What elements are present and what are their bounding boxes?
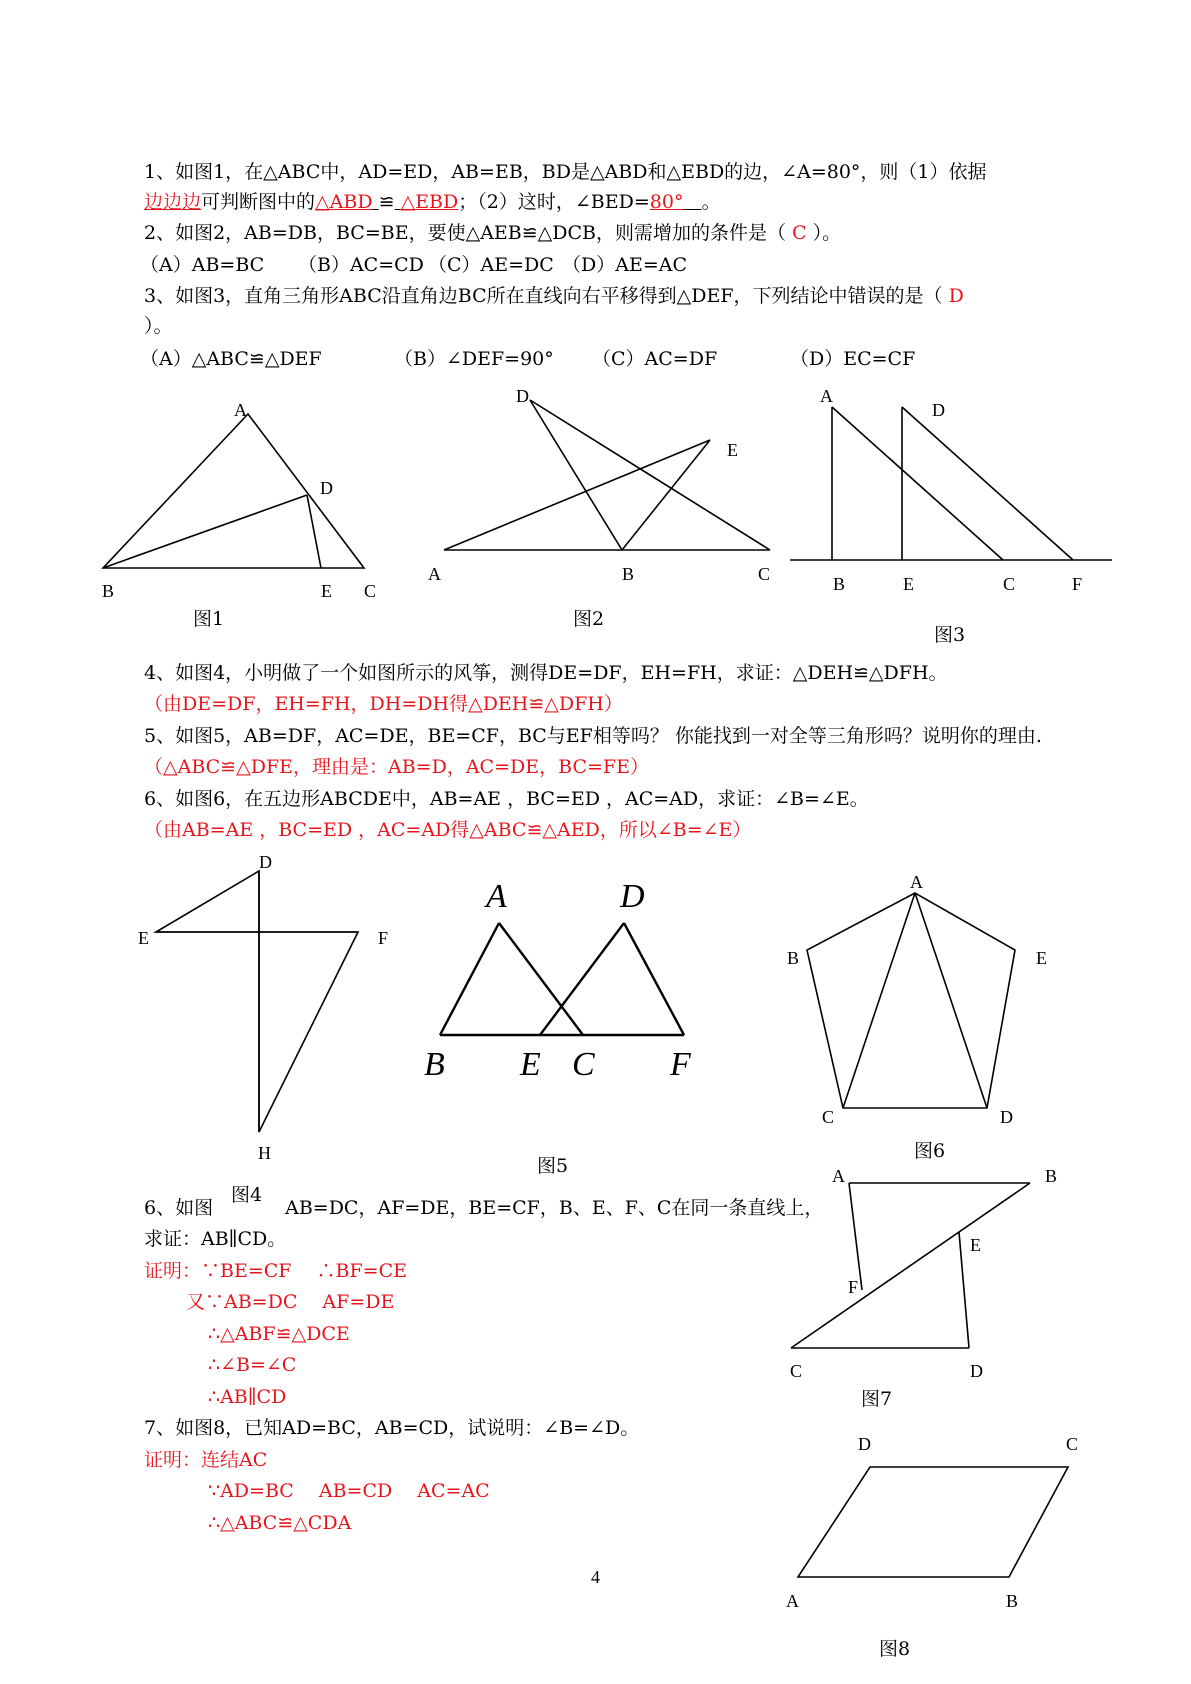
fig3-label-a: A bbox=[820, 386, 833, 406]
fig5-label-b: B bbox=[424, 1046, 445, 1083]
fig1-caption: 图1 bbox=[193, 608, 225, 630]
fig7-label-a: A bbox=[832, 1166, 845, 1186]
q1-line1: 1、如图1，在△ABC中，AD=ED，AB=EB，BD是△ABD和△EBD的边，∠A=80°，则（1）依据 bbox=[144, 161, 987, 183]
fig7-label-c: C bbox=[790, 1361, 803, 1381]
fig7-label-f: F bbox=[848, 1277, 859, 1297]
q1-mid1: 可判断图中的 bbox=[201, 191, 316, 213]
figure-4-lines bbox=[156, 871, 358, 1132]
q3-option-b: （B）∠DEF=90° bbox=[394, 348, 554, 370]
q3-answer: D bbox=[948, 285, 964, 307]
fig2-label-c: C bbox=[758, 564, 771, 584]
fig5-caption: 图5 bbox=[537, 1155, 569, 1177]
q1-answer-triangle2: △EBD bbox=[400, 191, 459, 213]
figure-8-lines bbox=[798, 1467, 1068, 1577]
figure-5-lines bbox=[440, 923, 684, 1035]
figure-6-lines bbox=[807, 893, 1015, 1108]
fig5-label-f: F bbox=[670, 1046, 691, 1083]
fig3-label-c: C bbox=[1003, 574, 1016, 594]
q6b-proof-3: ∴△ABF≌△DCE bbox=[208, 1323, 350, 1345]
fig2-label-a: A bbox=[428, 564, 441, 584]
fig4-label-f: F bbox=[378, 928, 389, 948]
fig6-label-e: E bbox=[1036, 948, 1047, 968]
fig3-caption: 图3 bbox=[934, 624, 966, 646]
q7-proof-1: 证明：连结AC bbox=[144, 1449, 268, 1471]
q7-proof-3: ∴△ABC≌△CDA bbox=[208, 1512, 352, 1534]
fig8-label-a: A bbox=[786, 1591, 799, 1611]
fig6-label-a: A bbox=[910, 872, 923, 892]
fig4-label-d: D bbox=[259, 852, 272, 872]
q1-answer-angle: 80° bbox=[649, 191, 684, 213]
fig6-label-c: C bbox=[822, 1107, 835, 1127]
q3-option-d: （D）EC=CF bbox=[790, 348, 916, 370]
q2-option-c: （C）AE=DC bbox=[428, 254, 554, 276]
q3-close: ）。 bbox=[144, 315, 173, 337]
q3-option-c: （C）AC=DF bbox=[592, 348, 718, 370]
page-number: 4 bbox=[591, 1567, 600, 1587]
fig5-label-d: D bbox=[620, 878, 645, 915]
fig1-label-d: D bbox=[320, 478, 333, 498]
fig5-label-a: A bbox=[486, 878, 507, 915]
fig8-label-c: C bbox=[1066, 1434, 1079, 1454]
q3-option-a: （A）△ABC≌△DEF bbox=[140, 348, 322, 370]
fig4-label-h: H bbox=[258, 1143, 271, 1163]
fig6-caption: 图6 bbox=[914, 1140, 946, 1162]
q2-answer: C bbox=[792, 222, 807, 244]
fig1-label-a: A bbox=[234, 400, 247, 420]
fig6-label-b: B bbox=[787, 948, 800, 968]
fig2-label-b: B bbox=[622, 564, 635, 584]
fig5-label-c: C bbox=[572, 1046, 595, 1083]
fig1-label-c: C bbox=[364, 581, 377, 601]
fig8-label-d: D bbox=[858, 1434, 871, 1454]
q1-mid2: ；（2）这时，∠BED= bbox=[458, 191, 650, 213]
q2-text: 2、如图2，AB=DB，BC=BE，要使△AEB≌△DCB，则需增加的条件是（ bbox=[144, 222, 787, 244]
q6b-proof-1: 证明：∵BE=CF ∴BF=CE bbox=[144, 1260, 407, 1282]
fig7-label-e: E bbox=[970, 1235, 981, 1255]
q2-option-d: （D）AE=AC bbox=[562, 254, 688, 276]
fig2-caption: 图2 bbox=[573, 608, 605, 630]
q7-proof-2: ∵AD=BC AB=CD AC=AC bbox=[208, 1480, 490, 1502]
q6b-proof-4: ∴∠B=∠C bbox=[208, 1354, 297, 1376]
q1-answer-triangle1: △ABD bbox=[315, 191, 373, 213]
fig4-caption: 图4 bbox=[231, 1184, 263, 1206]
fig1-label-e: E bbox=[321, 581, 332, 601]
q6-answer: （由AB=AE ，BC=ED ，AC=AD得△ABC≌△AED，所以∠B=∠E） bbox=[144, 819, 752, 841]
q5-text: 5、如图5，AB=DF，AC=DE，BE=CF，BC与EF相等吗？ 你能找到一对全等三角形吗？说明你的理由. bbox=[144, 725, 1042, 747]
q6b-prefix: 6、如图 bbox=[144, 1197, 214, 1219]
fig4-label-e: E bbox=[138, 928, 149, 948]
q6-text: 6、如图6，在五边形ABCDE中，AB=AE ，BC=ED ，AC=AD，求证：∠B=∠E。 bbox=[144, 788, 869, 810]
q7-text: 7、如图8，已知AD=BC，AB=CD，试说明：∠B=∠D。 bbox=[144, 1417, 640, 1439]
fig8-label-b: B bbox=[1006, 1591, 1019, 1611]
q5-answer: （△ABC≌△DFE，理由是：AB=D，AC=DE，BC=FE） bbox=[144, 756, 649, 778]
fig8-caption: 图8 bbox=[879, 1638, 911, 1660]
figure-3-lines bbox=[790, 407, 1112, 560]
fig3-label-d: D bbox=[932, 400, 945, 420]
fig7-caption: 图7 bbox=[861, 1388, 893, 1410]
q6b-proof-2: 又∵AB=DC AF=DE bbox=[186, 1291, 395, 1313]
fig3-label-b: B bbox=[833, 574, 846, 594]
fig2-label-e: E bbox=[727, 440, 738, 460]
q2-option-b: （B）AC=CD bbox=[298, 254, 424, 276]
fig3-label-f: F bbox=[1072, 574, 1083, 594]
q3-text: 3、如图3，直角三角形ABC沿直角边BC所在直线向右平移得到△DEF，下列结论中错误的是（ bbox=[144, 285, 943, 307]
q4-text: 4、如图4，小明做了一个如图所示的风筝，测得DE=DF，EH=FH，求证：△DEH≌△DFH。 bbox=[144, 662, 948, 684]
fig5-label-e: E bbox=[520, 1046, 541, 1083]
q4-answer: （由DE=DF，EH=FH，DH=DH得△DEH≌△DFH） bbox=[144, 693, 623, 715]
fig7-label-d: D bbox=[970, 1361, 983, 1381]
q6b-proof-5: ∴AB∥CD bbox=[208, 1386, 287, 1408]
q1-answer-rule: 边边边 bbox=[144, 191, 202, 213]
fig2-label-d: D bbox=[516, 386, 529, 406]
q6b-text: AB=DC，AF=DE，BE=CF，B、E、F、C在同一条直线上， bbox=[285, 1197, 824, 1219]
fig1-label-b: B bbox=[102, 581, 115, 601]
figure-7-lines bbox=[791, 1183, 1030, 1348]
q6b-line1 bbox=[144, 1196, 823, 1220]
q6b-line2: 求证：AB∥CD。 bbox=[144, 1228, 287, 1250]
fig6-label-d: D bbox=[1000, 1107, 1013, 1127]
q1-end: 。 bbox=[701, 191, 721, 213]
fig7-label-b: B bbox=[1045, 1166, 1058, 1186]
q2-option-a: （A）AB=BC bbox=[140, 254, 265, 276]
figure-2-lines bbox=[444, 400, 770, 550]
q2-close: ）。 bbox=[812, 222, 842, 244]
q1-congruent-symbol: ≌ bbox=[378, 191, 395, 213]
fig3-label-e: E bbox=[903, 574, 914, 594]
